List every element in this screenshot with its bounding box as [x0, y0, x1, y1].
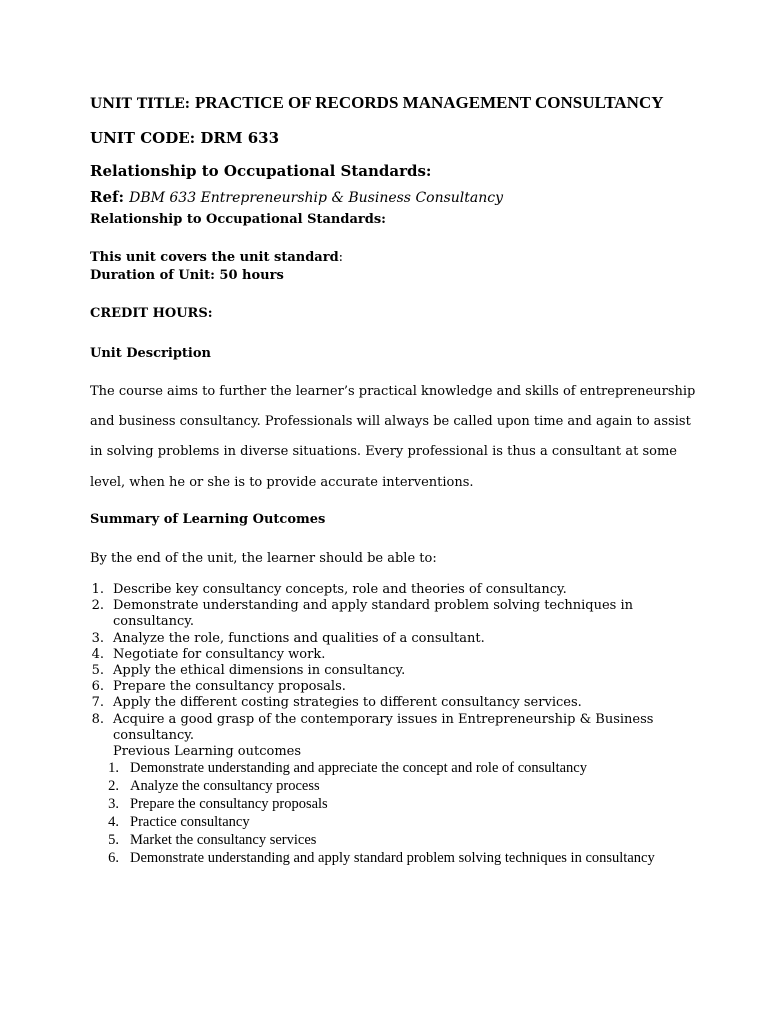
credit-hours-heading: CREDIT HOURS: [90, 306, 213, 321]
list-item-number: 4. [91, 646, 104, 662]
list-item-text: Negotiate for consultancy work. [113, 646, 326, 662]
list-item [90, 582, 653, 598]
description-line: The course aims to further the learner’s practical knowledge and skills of entrepreneurship [90, 384, 696, 399]
relationship-heading-2: Relationship to Occupational Standards: [90, 212, 386, 227]
list-item-text: Demonstrate understanding and apply standard problem solving techniques in [113, 598, 634, 614]
previous-outcomes-list [107, 759, 655, 867]
list-item-number: 5. [91, 663, 104, 679]
unit-title-line [90, 93, 664, 113]
list-item-text-continued: consultancy. [113, 614, 195, 630]
unit-title-label: UNIT TITLE: [90, 96, 190, 112]
list-item-text: Market the consultancy services [130, 832, 317, 848]
list-item-text: Prepare the consultancy proposals. [113, 679, 346, 695]
list-item-number: 7. [91, 695, 104, 711]
list-item-text: Demonstrate understanding and appreciate the concept and role of consultancy [130, 760, 587, 776]
list-item-text: Practice consultancy [130, 814, 250, 830]
list-item [90, 695, 653, 711]
previous-outcomes-heading: Previous Learning outcomes [113, 744, 302, 760]
unit-standard-colon: : [338, 250, 344, 265]
list-item-number: 1. [91, 582, 104, 597]
duration-line: Duration of Unit: 50 hours [90, 268, 284, 283]
list-item-number: 2. [108, 778, 119, 794]
unit-description-heading: Unit Description [90, 346, 211, 361]
list-item [90, 679, 653, 695]
list-item-number: 6. [108, 850, 119, 866]
list-item-number: 5. [108, 832, 119, 848]
relationship-heading-1: Relationship to Occupational Standards: [90, 162, 432, 180]
list-item [107, 831, 655, 849]
intro-line: By the end of the unit, the learner should be able to: [90, 551, 437, 566]
list-item-text: Acquire a good grasp of the contemporary issues in Entrepreneurship & Business [113, 711, 654, 727]
unit-code-line [90, 129, 279, 147]
learning-outcomes-list [90, 582, 653, 760]
list-item-text: Analyze the role, functions and qualities of a consultant. [113, 630, 485, 646]
list-item-text: Demonstrate understanding and apply standard problem solving techniques in consultancy [130, 850, 655, 866]
ref-label: Ref: [90, 188, 124, 206]
list-item-text-continued: consultancy. [113, 727, 195, 743]
ref-line [90, 187, 503, 206]
description-line: in solving problems in diverse situations. Every professional is thus a consultant at some [90, 444, 677, 459]
list-item [90, 647, 653, 663]
list-item-number: 2. [91, 598, 104, 614]
list-item-number: 3. [91, 630, 104, 646]
unit-standard-line [90, 250, 343, 265]
list-item [90, 712, 653, 761]
list-item-number: 4. [108, 814, 119, 830]
list-item [90, 663, 653, 679]
summary-heading: Summary of Learning Outcomes [90, 512, 326, 527]
list-item-text: Describe key consultancy concepts, role and theories of consultancy. [113, 582, 567, 597]
list-item [107, 849, 655, 867]
unit-standard-label: This unit covers the unit standard [90, 250, 339, 265]
list-item-text: Apply the ethical dimensions in consultancy. [113, 663, 406, 679]
list-item-number: 8. [91, 711, 104, 727]
unit-title-value: PRACTICE OF RECORDS MANAGEMENT CONSULTANCY [195, 93, 664, 112]
ref-value: DBM 633 Entrepreneurship & Business Consultancy [129, 190, 504, 206]
list-item-text: Apply the different costing strategies to different consultancy services. [113, 695, 582, 711]
list-item-text: Analyze the consultancy process [130, 778, 320, 794]
list-item [107, 759, 655, 777]
list-item [90, 631, 653, 647]
list-item-number: 6. [91, 679, 104, 695]
list-item [107, 795, 655, 813]
list-item [90, 598, 653, 630]
list-item-number: 3. [108, 796, 119, 812]
list-item [107, 813, 655, 831]
list-item [107, 777, 655, 795]
unit-code-value: DRM 633 [200, 129, 280, 147]
description-line: and business consultancy. Professionals will always be called upon time and again to assist [90, 414, 691, 429]
list-item-number: 1. [108, 760, 119, 776]
unit-code-label: UNIT CODE: [90, 129, 196, 147]
list-item-text: Prepare the consultancy proposals [130, 796, 328, 812]
description-line: level, when he or she is to provide accurate interventions. [90, 475, 474, 490]
